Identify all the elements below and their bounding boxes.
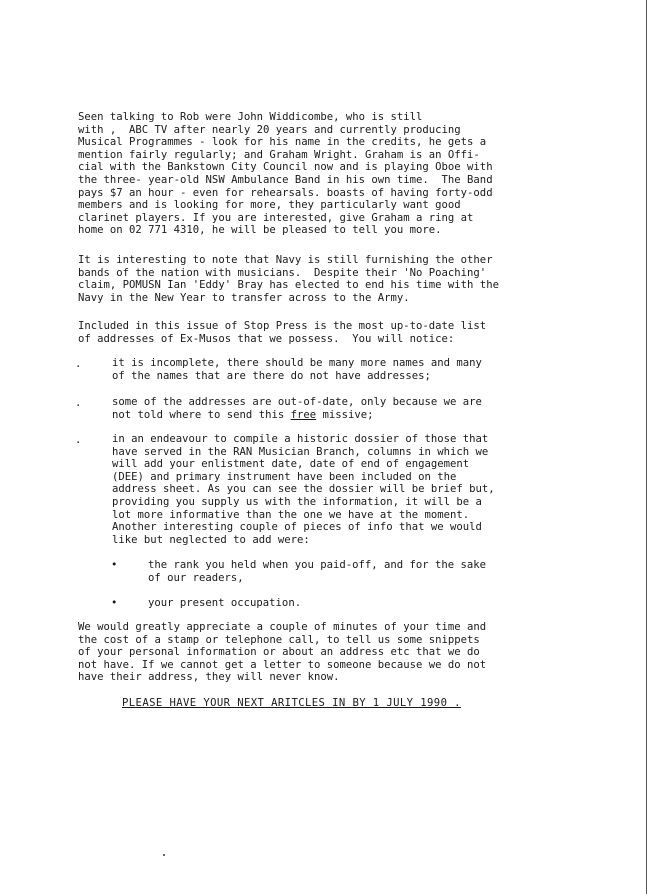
sub-bullet-item-occupation: your present occupation. <box>148 597 302 609</box>
paragraph-navy-musicians: It is interesting to note that Navy is still furnishing the other bands of the nation with musicians. Despite their 'No Poaching' claim, POMUSN Ian 'Eddy' Bray has elected to end his time with the Navy in the New Year to transfer across to the Army. <box>78 254 499 304</box>
sub-bullet-item-rank: the rank you held when you paid-off, and for the sake of our readers, <box>148 559 487 584</box>
paragraph-rob-visitors: Seen talking to Rob were John Widdicombe, who is still with , ABC TV after nearly 20 years and currently producing Musical Programmes - look for his name in the credits, he gets a mention fairly regularly; and Graham Wright. Graham is an Offi- cial with the Bankstown City Council now and is playing Oboe with the three- year-old NSW Ambulance Band in his own time. The Band pays $7 an hour - even for rehearsals. boasts of having forty-odd members and is looking for more, they particularly want good clarinet players. If you are interested, give Graham a ring at home on 02 771 4310, he will be pleased to tell you more. <box>78 111 493 237</box>
bullet-item-dossier: in an endeavour to compile a historic dossier of those that have served in the RAN Musician Branch, columns in which we will add your enlistment date, date of end of engagement (DEE) and primary instrument have been included on the address sheet. As you can see the dossier will be brief but, providing you supply us with the information, it will be a lot more informative than the one we have at the moment. Another interesting couple of pieces of info that we would like but neglected to add were: <box>112 433 495 546</box>
bullet-marker: . <box>75 397 82 409</box>
bullet-item-out-of-date: some of the addresses are out-of-date, only because we are not told where to send this free missive; <box>112 396 482 421</box>
stray-mark <box>163 854 165 856</box>
underlined-word: free <box>290 408 317 421</box>
sub-bullet-marker: • <box>111 597 118 609</box>
bullet-item-incomplete: it is incomplete, there should be many more names and many of the names that are there do not have addresses; <box>112 357 482 382</box>
closing-deadline-notice: PLEASE HAVE YOUR NEXT ARITCLES IN BY 1 JULY 1990 . <box>122 697 461 709</box>
bullet-marker: . <box>75 358 82 370</box>
page-edge-line <box>646 0 647 894</box>
sub-bullet-marker: • <box>111 559 118 571</box>
paragraph-appeal: We would greatly appreciate a couple of minutes of your time and the cost of a stamp or telephone call, to tell us some snippets of your personal information or about an address etc that we do not have. If we cannot get a letter to someone because we do not have their address, they will never know. <box>78 621 487 684</box>
paragraph-ex-musos-list: Included in this issue of Stop Press is the most up-to-date list of addresses of Ex-Musos that we possess. You will notice: <box>78 320 487 345</box>
bullet-marker: . <box>75 434 82 446</box>
